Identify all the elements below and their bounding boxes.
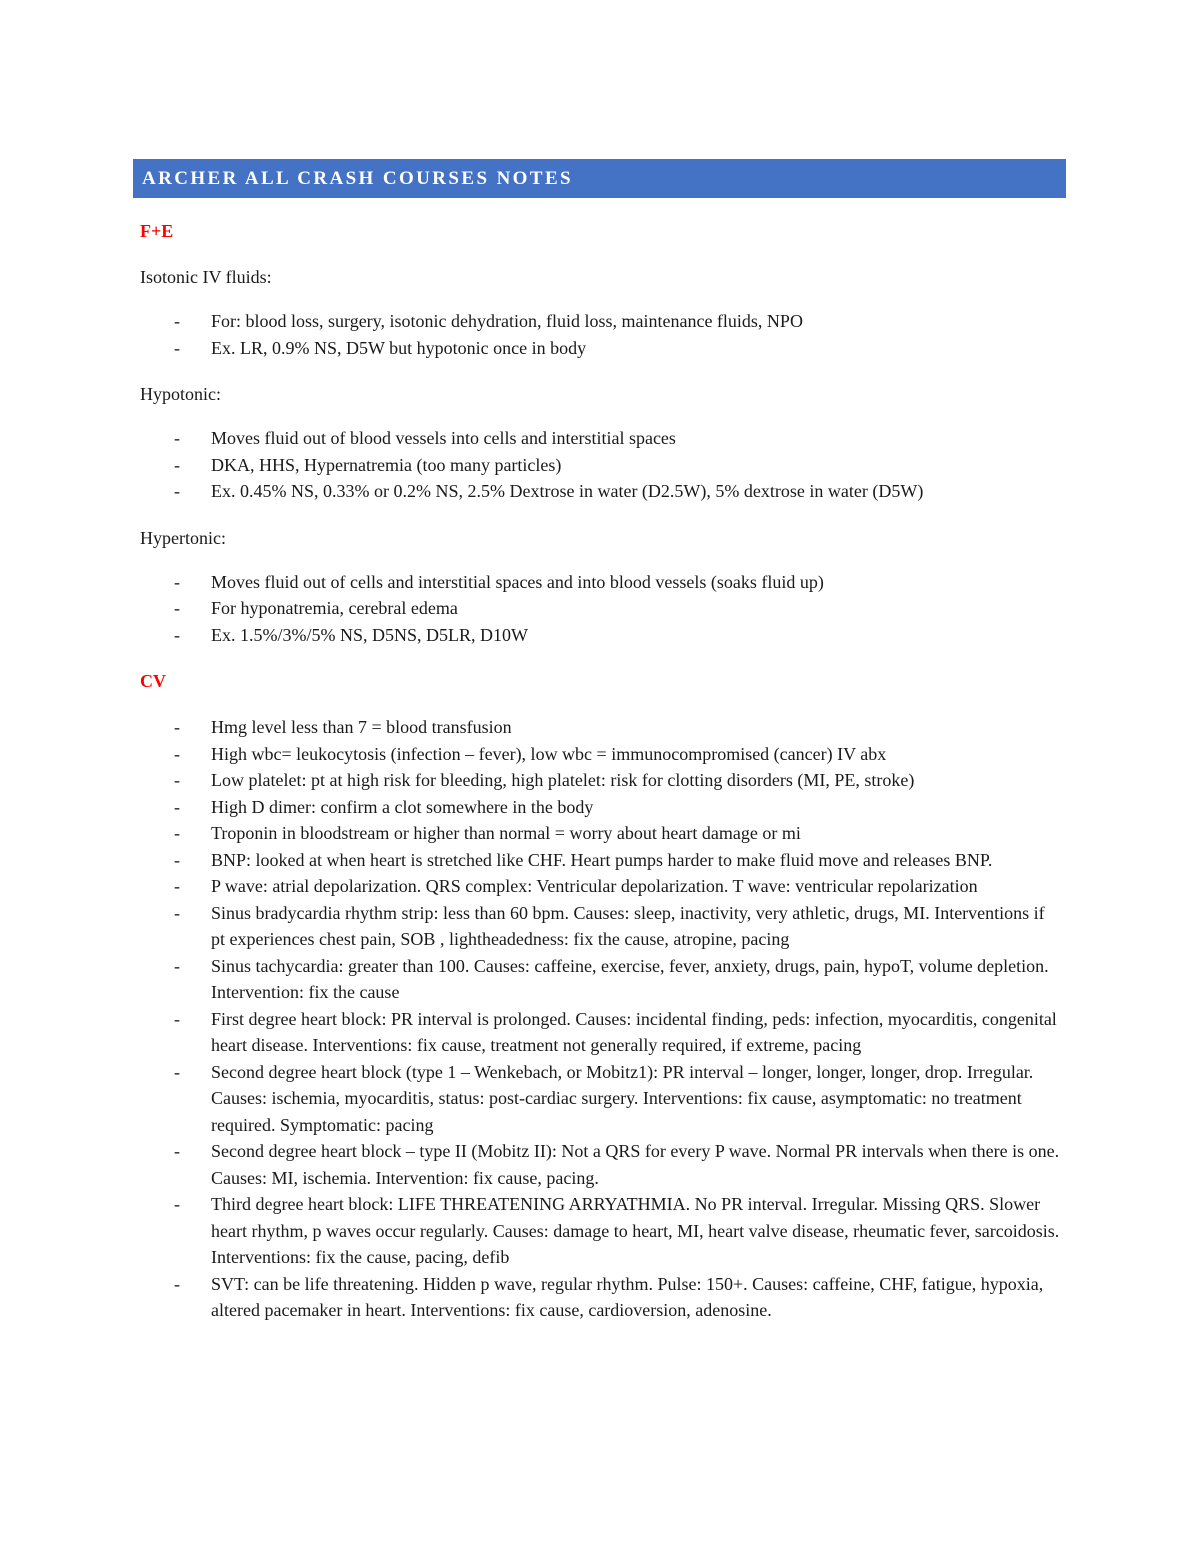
list-item	[140, 847, 1060, 874]
bullet-dash: -	[174, 796, 180, 817]
list-item-text: BNP: looked at when heart is stretched like CHF. Heart pumps harder to make fluid move and releases BNP.	[211, 849, 993, 870]
bullet-dash: -	[174, 1194, 180, 1214]
bullet-dash: -	[174, 311, 180, 331]
cv-list	[140, 714, 1060, 1324]
list-item	[140, 478, 1060, 505]
bullet-dash: -	[174, 1141, 180, 1161]
list-item	[140, 741, 1060, 768]
list-item	[140, 1006, 1060, 1059]
bullet-dash: -	[174, 1008, 180, 1029]
list-item-text: Third degree heart block: LIFE THREATENING ARRYATHMIA. No PR interval. Irregular. Missing QRS. Slower heart rhythm, p waves occur regularly. Causes: damage to heart, MI, heart valve disease, rheumatic fever, sarcoidosis. Interventions: fix the cause, pacing, defib	[211, 1194, 1060, 1267]
list-item	[140, 794, 1060, 821]
bullet-dash: -	[174, 428, 180, 448]
bullet-dash: -	[174, 743, 180, 764]
list-item	[140, 1191, 1060, 1271]
list-item-text: High D dimer: confirm a clot somewhere in the body	[211, 796, 594, 817]
bullet-dash: -	[174, 1273, 180, 1294]
list-item-text: Second degree heart block – type II (Mobitz II): Not a QRS for every P wave. Normal PR intervals when there is one. Causes: MI, ischemia. Intervention: fix cause, pacing.	[211, 1141, 1060, 1188]
list-item	[140, 1271, 1060, 1324]
bullet-dash: -	[174, 770, 180, 790]
list-item-text: Sinus bradycardia rhythm strip: less than 60 bpm. Causes: sleep, inactivity, very athletic, drugs, MI. Interventions if pt experiences chest pain, SOB , lightheadedness: fix the cause, atropine, pacing	[211, 902, 1045, 949]
title-banner	[133, 159, 1066, 198]
bullet-dash: -	[174, 454, 180, 475]
list-item-text: Ex. 1.5%/3%/5% NS, D5NS, D5LR, D10W	[211, 624, 528, 645]
list-item-text: Moves fluid out of cells and interstitial spaces and into blood vessels (soaks fluid up)	[211, 571, 824, 592]
list-item-text: Ex. 0.45% NS, 0.33% or 0.2% NS, 2.5% Dextrose in water (D2.5W), 5% dextrose in water (D5W)	[211, 481, 924, 501]
list-item-text: Ex. LR, 0.9% NS, D5W but hypotonic once in body	[211, 337, 587, 358]
list-item	[140, 820, 1060, 847]
isotonic-list	[140, 308, 1060, 361]
list-item	[140, 425, 1060, 452]
list-item-text: For hyponatremia, cerebral edema	[211, 598, 458, 618]
bullet-dash: -	[174, 598, 180, 618]
list-item	[140, 622, 1060, 649]
list-item	[140, 1059, 1060, 1139]
section-heading-cv: CV	[140, 671, 166, 691]
list-item	[140, 308, 1060, 335]
list-item	[140, 1138, 1060, 1191]
bullet-dash: -	[174, 481, 180, 501]
list-item	[140, 873, 1060, 900]
list-item	[140, 767, 1060, 794]
list-item	[140, 595, 1060, 622]
list-item-text: First degree heart block: PR interval is prolonged. Causes: incidental finding, peds: infection, myocarditis, congenital heart disease. Interventions: fix cause, treatment not generally required, if extreme, pacing	[211, 1008, 1057, 1055]
list-item-text: Troponin in bloodstream or higher than normal = worry about heart damage or mi	[211, 823, 801, 843]
bullet-dash: -	[174, 624, 180, 645]
bullet-dash: -	[174, 823, 180, 843]
list-item	[140, 953, 1060, 1006]
isotonic-label: Isotonic IV fluids:	[140, 267, 272, 287]
section-heading-fe: F+E	[140, 221, 174, 241]
hypotonic-list	[140, 425, 1060, 505]
list-item-text: Second degree heart block (type 1 – Wenkebach, or Mobitz1): PR interval – longer, longer, longer, drop. Irregular. Causes: ischemia, myocarditis, status: post-cardiac surgery. Interventions: fix cause, asymptomatic: no treatment required. Symptomatic: pacing	[211, 1061, 1034, 1135]
list-item-text: High wbc= leukocytosis (infection – fever), low wbc = immunocompromised (cancer) IV abx	[211, 743, 887, 764]
bullet-dash: -	[174, 902, 180, 923]
bullet-dash: -	[174, 849, 180, 870]
list-item	[140, 452, 1060, 479]
bullet-dash: -	[174, 876, 180, 896]
bullet-dash: -	[174, 717, 180, 737]
list-item-text: P wave: atrial depolarization. QRS complex: Ventricular depolarization. T wave: ventricular repolarization	[211, 876, 978, 896]
bullet-dash: -	[174, 955, 180, 976]
list-item	[140, 900, 1060, 953]
list-item-text: Hmg level less than 7 = blood transfusion	[211, 717, 512, 737]
list-item-text: Low platelet: pt at high risk for bleeding, high platelet: risk for clotting disorders (MI, PE, stroke)	[211, 770, 915, 790]
list-item	[140, 335, 1060, 362]
document-title: ARCHER ALL CRASH COURSES NOTES	[142, 168, 573, 189]
list-item-text: Sinus tachycardia: greater than 100. Causes: caffeine, exercise, fever, anxiety, drugs, pain, hypoT, volume depletion. Intervention: fix the cause	[211, 955, 1049, 1002]
bullet-dash: -	[174, 337, 180, 358]
hypertonic-list	[140, 569, 1060, 649]
bullet-dash: -	[174, 571, 180, 592]
hypertonic-label: Hypertonic:	[140, 527, 226, 548]
list-item	[140, 569, 1060, 596]
list-item	[140, 714, 1060, 741]
list-item-text: Moves fluid out of blood vessels into cells and interstitial spaces	[211, 428, 676, 448]
bullet-dash: -	[174, 1061, 180, 1082]
list-item-text: SVT: can be life threatening. Hidden p wave, regular rhythm. Pulse: 150+. Causes: caffeine, CHF, fatigue, hypoxia, altered pacemaker in heart. Interventions: fix cause, cardioversion, adenosine.	[211, 1273, 1044, 1320]
document-body	[140, 218, 1060, 1344]
list-item-text: DKA, HHS, Hypernatremia (too many particles)	[211, 454, 562, 475]
hypotonic-label: Hypotonic:	[140, 384, 221, 404]
list-item-text: For: blood loss, surgery, isotonic dehydration, fluid loss, maintenance fluids, NPO	[211, 311, 803, 331]
